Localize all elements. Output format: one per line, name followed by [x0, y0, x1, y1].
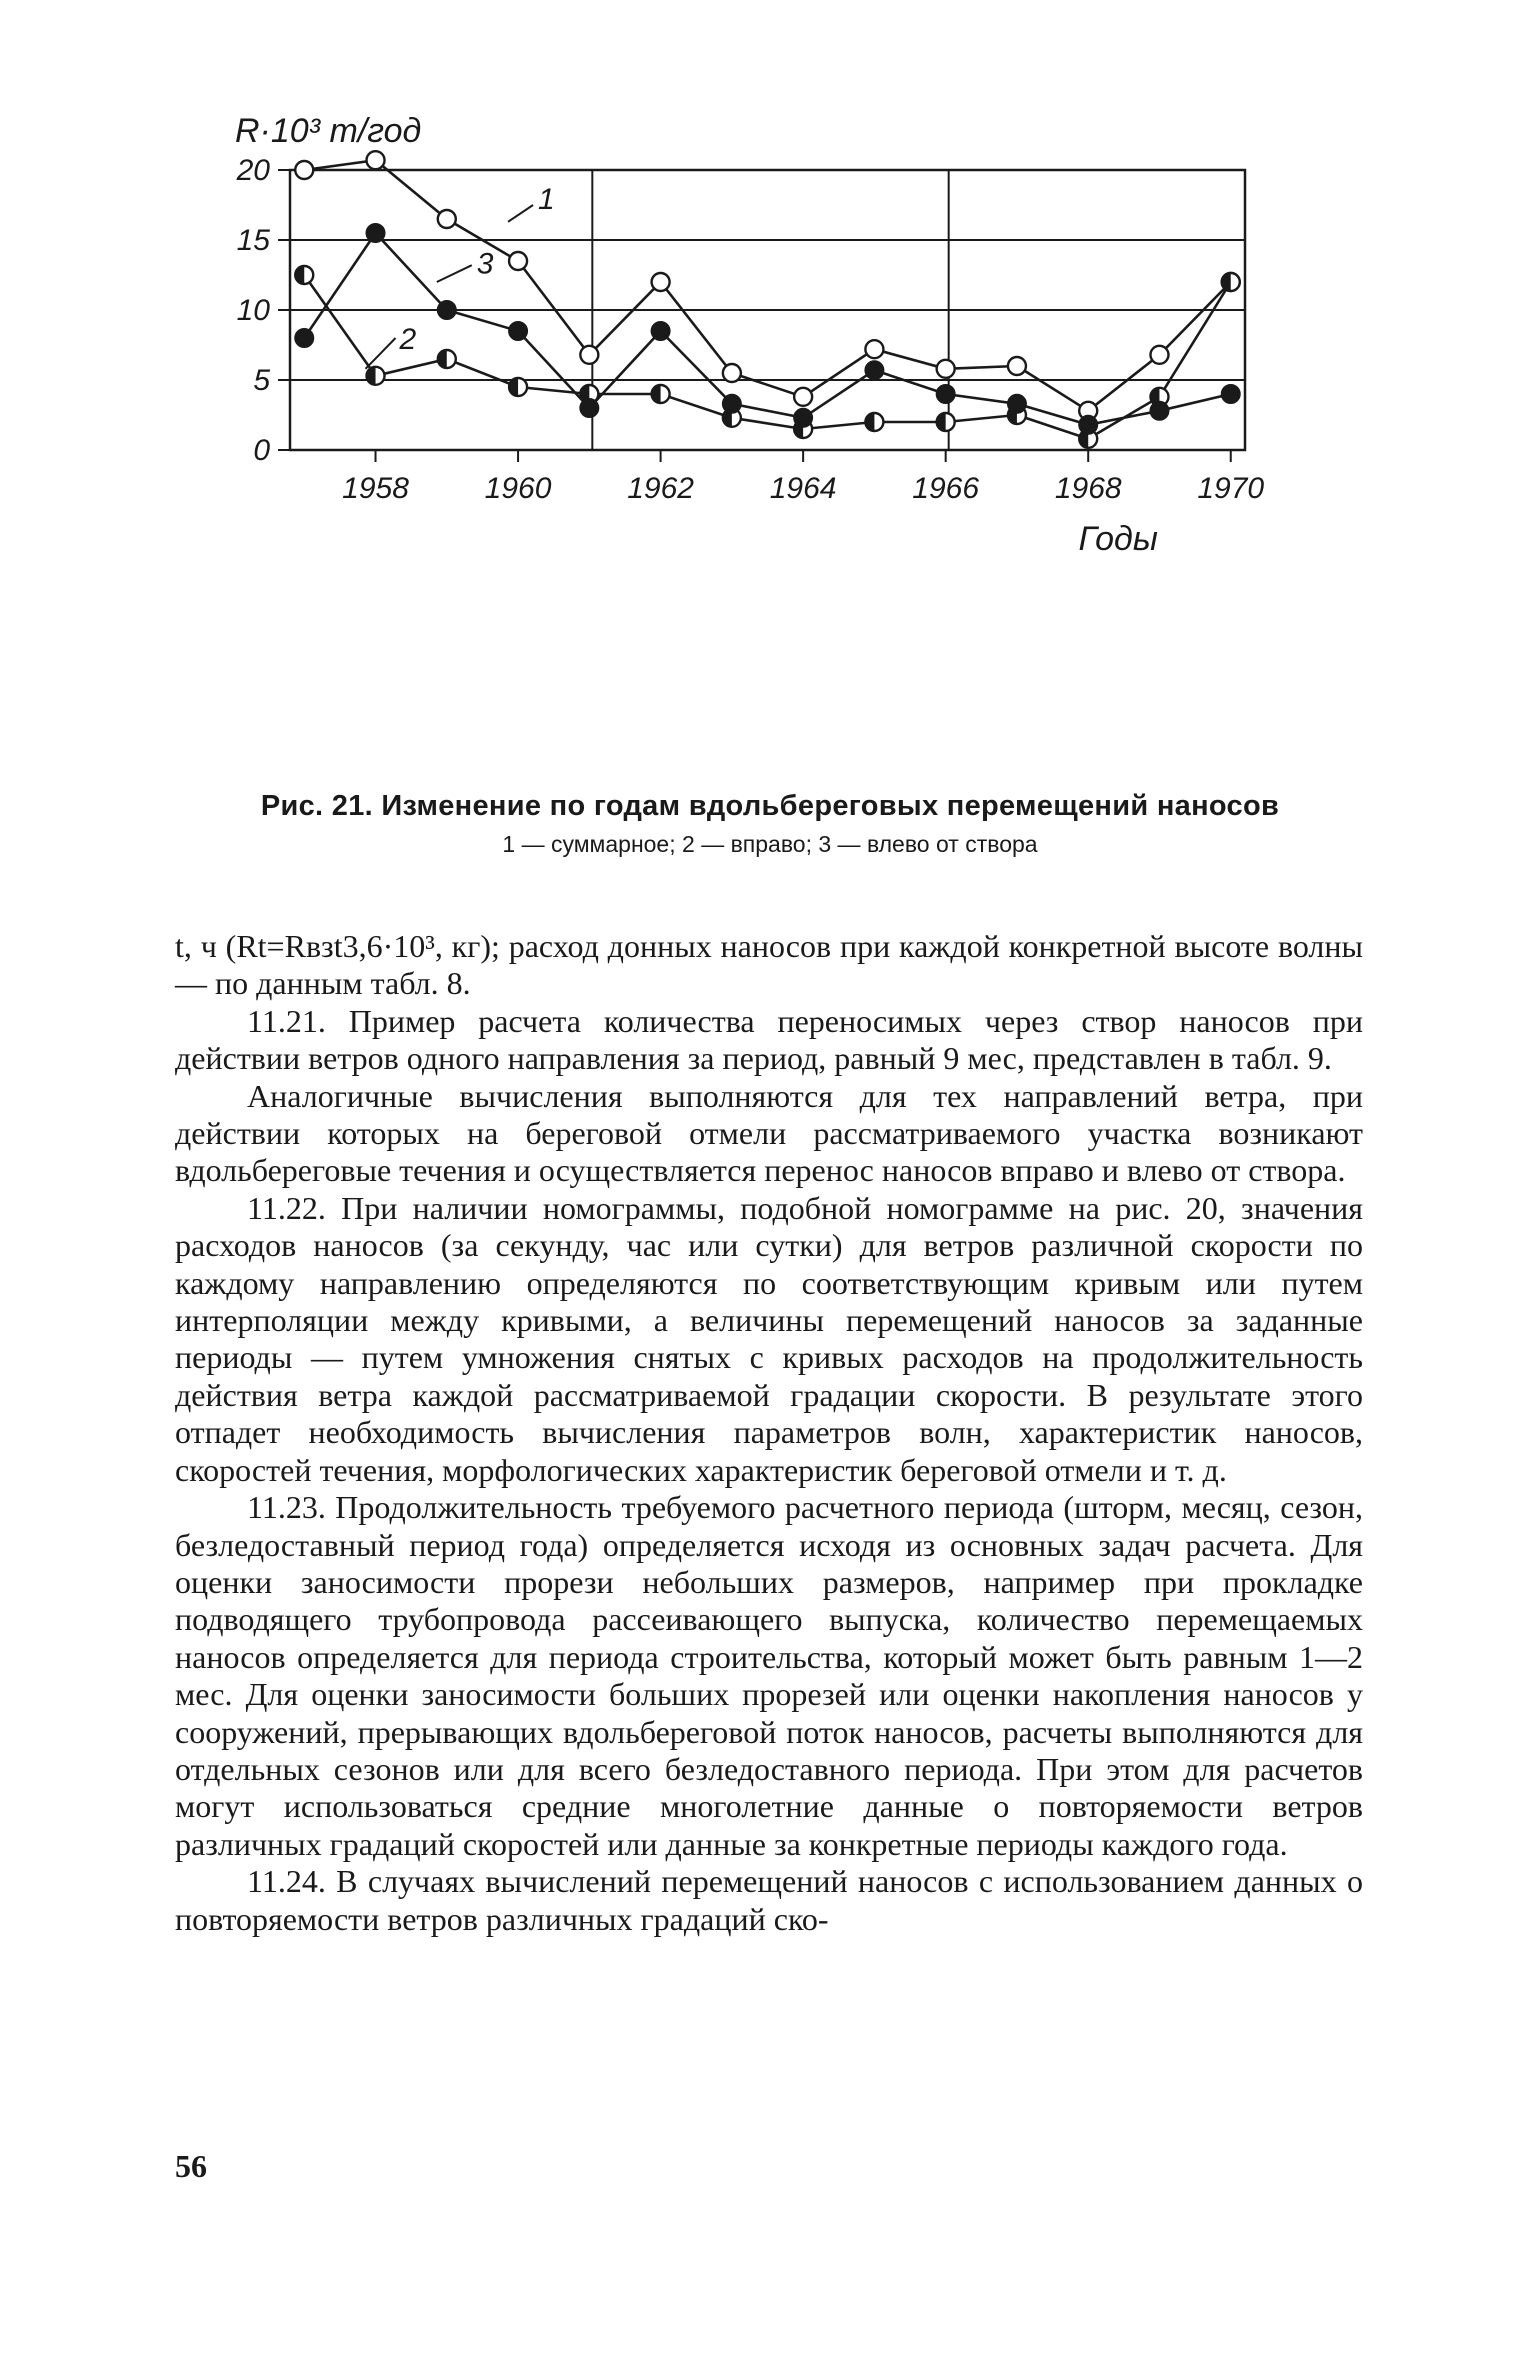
series-3-leader — [437, 265, 472, 282]
series-1-point — [1150, 346, 1168, 364]
series-3-point — [1079, 416, 1097, 434]
series-3-point — [1222, 385, 1240, 403]
series-1-point — [723, 364, 741, 382]
paragraph: 11.21. Пример расчета количества переносимых через створ наносов при действии ветров одного направления за период, равный 9 мес, представлен в табл. 9. — [175, 1002, 1363, 1077]
series-3-point — [865, 361, 883, 379]
caption-title: Рис. 21. Изменение по годам вдольбереговых перемещений наносов — [260, 790, 1280, 822]
series-3-point — [438, 301, 456, 319]
y-tick-label: 5 — [253, 364, 270, 397]
x-tick-label: 1970 — [1197, 472, 1265, 505]
series-3-point — [1008, 395, 1026, 413]
series-3-point — [367, 224, 385, 242]
series-2-point — [509, 378, 527, 396]
x-tick-label: 1966 — [912, 472, 980, 505]
series-3-label: 3 — [476, 247, 494, 281]
series-3-point — [937, 385, 955, 403]
x-tick-label: 1964 — [769, 472, 837, 505]
series-1-point — [794, 388, 812, 406]
sediment-transport-chart — [170, 112, 1310, 790]
y-tick-label: 10 — [236, 294, 270, 327]
paragraph: 11.23. Продолжительность требуемого расчетного периода (шторм, месяц, сезон, безледоставный период года) определяется исходя из основных задач расчета. Для оценки заносимости прорези небольших размеров, например при прокладке подводящего трубопровода рассеивающего выпуска, количество перемещаемых наносов определяется для периода строительства, который может быть равным 1—2 мес. Для оценки заносимости больших прорезей или оценки накопления наносов у сооружений, прерывающих вдольбереговой поток наносов, расчеты выполняются для отдельных сезонов или для всего безледоставного периода. При этом для расчетов могут использоваться средние многолетние данные о повторяемости ветров различных градаций скоростей или данные за конкретные периоды каждого года. — [175, 1489, 1363, 1862]
x-tick-label: 1968 — [1054, 472, 1122, 505]
series-2-leader — [366, 338, 396, 369]
series-2-point — [295, 266, 313, 284]
y-tick-label: 15 — [236, 224, 270, 257]
series-2-point — [937, 413, 955, 431]
series-3-point — [723, 395, 741, 413]
series-1-point — [865, 340, 883, 358]
y-axis-label: R·10³ т/год — [235, 112, 422, 150]
axes — [278, 170, 1245, 462]
series-1-point — [652, 273, 670, 291]
tick-labels — [235, 112, 1264, 558]
series-line-1 — [304, 160, 1230, 411]
series-1-point — [295, 161, 313, 179]
caption-legend: 1 — суммарное; 2 — вправо; 3 — влево от створа — [502, 831, 1038, 857]
y-tick-label: 0 — [253, 434, 270, 467]
paragraph: 11.22. При наличии номограммы, подобной номограмме на рис. 20, значения расходов наносов (за секунду, час или сутки) для ветров различной скорости по каждому направлению определяются по соответствующим кривым или путем интерполяции между кривыми, а величины перемещений наносов за заданные периоды — путем умножения снятых с кривых расходов на продолжительность действия ветра каждой рассматриваемой градации скорости. В результате этого отпадет необходимость вычисления параметров волн, характеристик наносов, скоростей течения, морфологических характеристик береговой отмели и т. д. — [175, 1189, 1363, 1488]
paragraph: Аналогичные вычисления выполняются для тех направлений ветра, при действии которых на береговой отмели рассматриваемого участка возникают вдольбереговые течения и осуществляется перенос наносов вправо и влево от створа. — [175, 1077, 1363, 1189]
figure-caption — [195, 790, 1345, 858]
series-1-point — [1008, 357, 1026, 375]
series-2-point — [652, 385, 670, 403]
series-2-point — [367, 367, 385, 385]
x-tick-label: 1958 — [342, 472, 409, 505]
paragraph: t, ч (Rt=Rвзt3,6·10³, кг); расход донных наносов при каждой конкретной высоте волны — по данным табл. 8. — [175, 928, 1363, 1002]
page-number: 56 — [175, 2148, 207, 2184]
series-3-point — [1150, 402, 1168, 420]
series-1-point — [937, 360, 955, 378]
series-2-point — [438, 350, 456, 368]
series-3-point — [295, 329, 313, 347]
series-line-3 — [304, 233, 1230, 425]
paragraph: 11.24. В случаях вычислений перемещений наносов с использованием данных о повторяемости ветров различных градаций ско- — [175, 1863, 1363, 1937]
series-1-point — [580, 346, 598, 364]
series-1-point — [438, 210, 456, 228]
series-3-point — [509, 322, 527, 340]
series-3-point — [652, 322, 670, 340]
grid — [290, 170, 1245, 450]
series-1-point — [509, 252, 527, 270]
series-3-point — [794, 409, 812, 427]
series-3-point — [580, 399, 598, 417]
series-2-point — [1222, 273, 1240, 291]
x-axis-label: Годы — [1078, 520, 1158, 558]
series-1-label: 1 — [538, 183, 555, 217]
series-2-point — [865, 413, 883, 431]
series-lines — [304, 160, 1230, 439]
y-tick-label: 20 — [236, 154, 270, 187]
x-tick-label: 1962 — [627, 472, 694, 505]
x-tick-label: 1960 — [484, 472, 552, 505]
series-2-label: 2 — [399, 323, 417, 357]
series-1-leader — [508, 205, 533, 222]
series-1-point — [367, 151, 385, 169]
body-text — [175, 928, 1363, 1938]
